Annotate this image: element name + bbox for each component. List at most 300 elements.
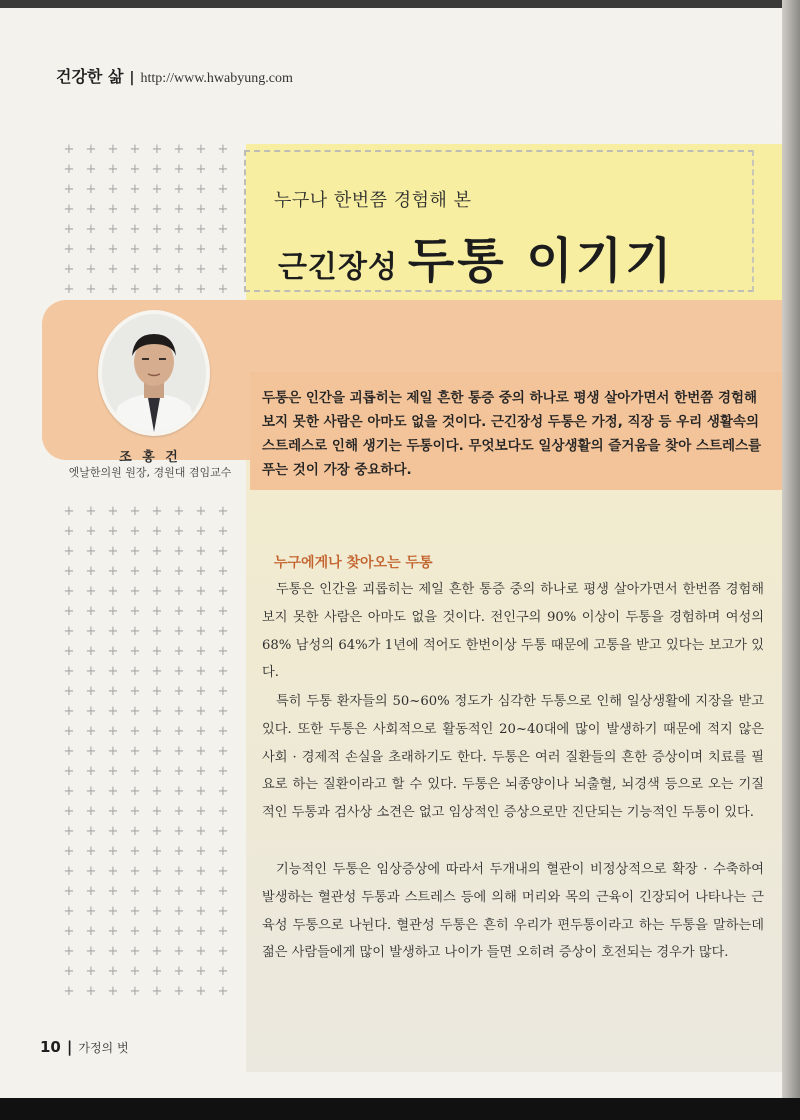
plus-mark: + (151, 644, 163, 659)
header-title: 건강한 삶 (56, 67, 124, 86)
plus-mark: + (195, 202, 207, 217)
plus-row (58, 682, 234, 702)
plus-row (58, 922, 234, 942)
plus-mark: + (151, 142, 163, 157)
plus-mark: + (217, 764, 229, 779)
plus-row (58, 822, 234, 842)
plus-row (58, 942, 234, 962)
plus-mark: + (151, 724, 163, 739)
plus-mark: + (195, 944, 207, 959)
plus-mark: + (129, 644, 141, 659)
plus-mark: + (63, 904, 75, 919)
plus-mark: + (63, 784, 75, 799)
plus-mark: + (151, 664, 163, 679)
plus-mark: + (129, 142, 141, 157)
running-header (56, 64, 293, 87)
plus-mark: + (85, 644, 97, 659)
plus-mark: + (129, 964, 141, 979)
plus-mark: + (129, 624, 141, 639)
plus-row (58, 502, 234, 522)
plus-mark: + (85, 824, 97, 839)
plus-mark: + (85, 884, 97, 899)
plus-mark: + (107, 644, 119, 659)
plus-mark: + (195, 984, 207, 999)
decorative-plus-pattern-top (58, 140, 234, 300)
plus-mark: + (151, 544, 163, 559)
plus-mark: + (151, 824, 163, 839)
author-photo (98, 310, 210, 436)
plus-mark: + (63, 944, 75, 959)
plus-row (58, 280, 234, 300)
plus-mark: + (129, 262, 141, 277)
plus-mark: + (107, 524, 119, 539)
plus-mark: + (151, 262, 163, 277)
plus-mark: + (217, 504, 229, 519)
plus-mark: + (217, 664, 229, 679)
plus-mark: + (129, 282, 141, 297)
magazine-name: 가정의 벗 (78, 1041, 129, 1055)
article-title (278, 222, 674, 291)
plus-mark: + (85, 724, 97, 739)
plus-mark: + (107, 924, 119, 939)
plus-mark: + (195, 262, 207, 277)
plus-mark: + (129, 944, 141, 959)
plus-mark: + (85, 564, 97, 579)
plus-mark: + (173, 804, 185, 819)
plus-mark: + (173, 182, 185, 197)
plus-mark: + (107, 282, 119, 297)
plus-mark: + (217, 544, 229, 559)
plus-mark: + (173, 564, 185, 579)
plus-mark: + (217, 984, 229, 999)
plus-row (58, 260, 234, 280)
plus-mark: + (129, 564, 141, 579)
plus-mark: + (173, 964, 185, 979)
plus-mark: + (129, 844, 141, 859)
plus-mark: + (217, 844, 229, 859)
plus-mark: + (173, 142, 185, 157)
plus-mark: + (173, 864, 185, 879)
plus-mark: + (195, 222, 207, 237)
plus-mark: + (85, 504, 97, 519)
plus-mark: + (151, 584, 163, 599)
plus-row (58, 782, 234, 802)
plus-row (58, 200, 234, 220)
plus-mark: + (217, 604, 229, 619)
plus-mark: + (63, 624, 75, 639)
plus-mark: + (107, 764, 119, 779)
plus-mark: + (151, 924, 163, 939)
plus-mark: + (85, 282, 97, 297)
plus-row (58, 220, 234, 240)
plus-mark: + (107, 242, 119, 257)
plus-mark: + (107, 944, 119, 959)
paragraph-text: 두통은 인간을 괴롭히는 제일 흔한 통증 중의 하나로 평생 살아가면서 한번쯤 경험해 보지 못한 사람은 아마도 없을 것이다. 전인구의 90% 이상이 두통을 경험하며 여성의 68% 남성의 64%가 1년에 적어도 한번이상 두통 때문에 고통을 받고 있다는 보고가 있다. (262, 582, 764, 681)
plus-mark: + (195, 724, 207, 739)
footer-separator: | (66, 1038, 73, 1056)
plus-mark: + (107, 884, 119, 899)
plus-mark: + (107, 744, 119, 759)
plus-mark: + (63, 804, 75, 819)
plus-mark: + (85, 182, 97, 197)
plus-mark: + (217, 282, 229, 297)
plus-mark: + (217, 644, 229, 659)
plus-mark: + (85, 864, 97, 879)
plus-row (58, 842, 234, 862)
plus-mark: + (63, 924, 75, 939)
plus-row (58, 962, 234, 982)
plus-mark: + (85, 162, 97, 177)
plus-mark: + (173, 824, 185, 839)
plus-mark: + (85, 984, 97, 999)
plus-mark: + (151, 684, 163, 699)
plus-mark: + (85, 704, 97, 719)
plus-mark: + (195, 664, 207, 679)
plus-mark: + (173, 604, 185, 619)
plus-mark: + (63, 764, 75, 779)
plus-mark: + (217, 584, 229, 599)
plus-mark: + (63, 744, 75, 759)
plus-mark: + (151, 764, 163, 779)
plus-row (58, 722, 234, 742)
plus-mark: + (63, 564, 75, 579)
plus-mark: + (63, 824, 75, 839)
plus-mark: + (107, 684, 119, 699)
plus-mark: + (217, 744, 229, 759)
plus-mark: + (195, 684, 207, 699)
plus-mark: + (173, 684, 185, 699)
plus-mark: + (217, 142, 229, 157)
plus-mark: + (217, 824, 229, 839)
plus-mark: + (63, 504, 75, 519)
article-subtitle: 누구나 한번쯤 경험해 본 (274, 190, 472, 211)
plus-mark: + (151, 984, 163, 999)
author-role: 엣날한의원 원장, 경원대 겸임교수 (68, 466, 232, 479)
plus-mark: + (217, 564, 229, 579)
plus-row (58, 742, 234, 762)
plus-mark: + (173, 724, 185, 739)
plus-mark: + (129, 604, 141, 619)
plus-mark: + (195, 604, 207, 619)
plus-mark: + (217, 964, 229, 979)
plus-mark: + (107, 202, 119, 217)
plus-mark: + (129, 864, 141, 879)
plus-mark: + (129, 504, 141, 519)
plus-row (58, 702, 234, 722)
plus-mark: + (85, 142, 97, 157)
plus-mark: + (63, 282, 75, 297)
plus-mark: + (173, 222, 185, 237)
plus-row (58, 582, 234, 602)
plus-mark: + (63, 984, 75, 999)
plus-mark: + (217, 924, 229, 939)
plus-mark: + (107, 564, 119, 579)
plus-mark: + (217, 804, 229, 819)
plus-row (58, 542, 234, 562)
plus-mark: + (195, 804, 207, 819)
plus-mark: + (85, 202, 97, 217)
lead-paragraph: 두통은 인간을 괴롭히는 제일 흔한 통증 중의 하나로 평생 살아가면서 한번쯤 경험해 보지 못한 사람은 아마도 없을 것이다. 근긴장성 두통은 가정, 직장 등 우리 생활속의 스트레스로 인해 생기는 두통이다. 무엇보다도 일상생활의 즐거움을 찾아 스트레스를 푸는 것이 가장 중요하다. (262, 390, 762, 478)
plus-mark: + (85, 804, 97, 819)
plus-mark: + (195, 964, 207, 979)
decorative-plus-pattern-bottom (58, 502, 234, 1002)
plus-row (58, 882, 234, 902)
plus-mark: + (129, 824, 141, 839)
plus-mark: + (63, 844, 75, 859)
plus-mark: + (107, 904, 119, 919)
plus-mark: + (151, 784, 163, 799)
plus-mark: + (217, 242, 229, 257)
plus-mark: + (107, 604, 119, 619)
plus-mark: + (107, 222, 119, 237)
plus-mark: + (85, 904, 97, 919)
plus-mark: + (173, 202, 185, 217)
plus-mark: + (85, 604, 97, 619)
plus-mark: + (151, 744, 163, 759)
plus-mark: + (173, 162, 185, 177)
plus-mark: + (129, 764, 141, 779)
plus-mark: + (63, 162, 75, 177)
plus-mark: + (195, 824, 207, 839)
plus-mark: + (195, 784, 207, 799)
plus-mark: + (85, 624, 97, 639)
plus-mark: + (151, 624, 163, 639)
plus-mark: + (217, 222, 229, 237)
article-title-prefix: 근긴장성 (278, 250, 398, 285)
plus-mark: + (151, 904, 163, 919)
plus-mark: + (151, 804, 163, 819)
plus-mark: + (129, 984, 141, 999)
plus-mark: + (151, 504, 163, 519)
plus-mark: + (85, 924, 97, 939)
plus-mark: + (151, 202, 163, 217)
plus-mark: + (63, 644, 75, 659)
plus-mark: + (107, 142, 119, 157)
plus-mark: + (173, 262, 185, 277)
plus-mark: + (107, 262, 119, 277)
plus-mark: + (85, 944, 97, 959)
plus-mark: + (63, 262, 75, 277)
plus-mark: + (217, 624, 229, 639)
plus-mark: + (85, 744, 97, 759)
plus-mark: + (173, 944, 185, 959)
plus-mark: + (217, 262, 229, 277)
plus-row (58, 622, 234, 642)
plus-mark: + (195, 924, 207, 939)
plus-mark: + (63, 142, 75, 157)
plus-row (58, 602, 234, 622)
plus-mark: + (195, 142, 207, 157)
plus-mark: + (107, 162, 119, 177)
plus-mark: + (173, 844, 185, 859)
plus-mark: + (129, 784, 141, 799)
plus-mark: + (217, 724, 229, 739)
plus-mark: + (129, 924, 141, 939)
header-url[interactable]: http://www.hwabyung.com (140, 71, 293, 86)
scan-edge-right (782, 0, 800, 1120)
plus-mark: + (107, 824, 119, 839)
body-paragraph-2 (262, 688, 764, 827)
plus-mark: + (195, 182, 207, 197)
plus-row (58, 762, 234, 782)
plus-mark: + (129, 684, 141, 699)
plus-mark: + (107, 704, 119, 719)
plus-row (58, 240, 234, 260)
plus-mark: + (195, 564, 207, 579)
plus-mark: + (85, 584, 97, 599)
plus-mark: + (195, 704, 207, 719)
plus-mark: + (173, 744, 185, 759)
scan-edge-bottom (0, 1098, 800, 1120)
plus-mark: + (151, 944, 163, 959)
header-separator: | (129, 70, 135, 86)
plus-mark: + (151, 222, 163, 237)
plus-mark: + (129, 664, 141, 679)
plus-mark: + (129, 202, 141, 217)
plus-mark: + (173, 764, 185, 779)
plus-mark: + (107, 182, 119, 197)
plus-mark: + (151, 864, 163, 879)
plus-mark: + (107, 784, 119, 799)
plus-mark: + (129, 524, 141, 539)
plus-mark: + (173, 524, 185, 539)
paragraph-text: 기능적인 두통은 임상증상에 따라서 두개내의 혈관이 비정상적으로 확장 · 수축하여 발생하는 혈관성 두통과 스트레스 등에 의해 머리와 목의 근육이 긴장되어 나타나는 근육성 두통으로 나뉜다. 혈관성 두통은 흔히 우리가 편두통이라고 하는 두통을 말하는데 젊은 사람들에게 많이 발생하고 나이가 들면 오히려 증상이 호전되는 경우가 많다. (262, 862, 764, 961)
paragraph-text: 특히 두통 환자들의 50~60% 정도가 심각한 두통으로 인해 일상생활에 지장을 받고 있다. 또한 두통은 사회적으로 활동적인 20~40대에 많이 발생하기 때문에 적지 않은 사회 · 경제적 손실을 초래하기도 한다. 두통은 여러 질환들의 흔한 증상이며 치료를 필요로 하는 질환이라고 할 수 있다. 두통은 뇌종양이나 뇌출혈, 뇌경색 등으로 오는 기질적인 두통과 검사상 소견은 없고 임상적인 증상으로만 진단되는 기능적인 두통이 있다. (262, 694, 764, 821)
section-heading: 누구에게나 찾아오는 두통 (274, 555, 433, 571)
plus-mark: + (217, 784, 229, 799)
plus-mark: + (85, 664, 97, 679)
plus-row (58, 180, 234, 200)
plus-mark: + (63, 202, 75, 217)
plus-row (58, 662, 234, 682)
plus-mark: + (151, 844, 163, 859)
plus-mark: + (173, 584, 185, 599)
plus-mark: + (107, 664, 119, 679)
plus-mark: + (195, 844, 207, 859)
plus-mark: + (217, 202, 229, 217)
plus-mark: + (107, 864, 119, 879)
plus-mark: + (151, 604, 163, 619)
plus-mark: + (173, 984, 185, 999)
plus-mark: + (217, 904, 229, 919)
plus-row (58, 160, 234, 180)
plus-mark: + (217, 704, 229, 719)
plus-mark: + (151, 884, 163, 899)
plus-mark: + (107, 804, 119, 819)
plus-mark: + (195, 644, 207, 659)
plus-mark: + (85, 764, 97, 779)
plus-mark: + (195, 624, 207, 639)
plus-mark: + (107, 584, 119, 599)
plus-mark: + (217, 162, 229, 177)
plus-mark: + (173, 242, 185, 257)
plus-mark: + (217, 944, 229, 959)
plus-mark: + (63, 604, 75, 619)
article-title-main: 두통 이기기 (407, 233, 675, 289)
plus-mark: + (85, 784, 97, 799)
plus-mark: + (107, 844, 119, 859)
plus-mark: + (173, 784, 185, 799)
plus-row (58, 140, 234, 160)
plus-row (58, 802, 234, 822)
page-number: 10 (40, 1038, 61, 1056)
plus-mark: + (173, 904, 185, 919)
plus-mark: + (173, 924, 185, 939)
plus-mark: + (151, 282, 163, 297)
plus-mark: + (195, 864, 207, 879)
plus-mark: + (63, 584, 75, 599)
plus-mark: + (107, 624, 119, 639)
plus-row (58, 522, 234, 542)
plus-mark: + (129, 884, 141, 899)
plus-mark: + (173, 664, 185, 679)
plus-mark: + (217, 884, 229, 899)
plus-mark: + (107, 984, 119, 999)
plus-mark: + (63, 964, 75, 979)
plus-mark: + (63, 684, 75, 699)
plus-mark: + (129, 182, 141, 197)
plus-mark: + (173, 544, 185, 559)
plus-mark: + (151, 162, 163, 177)
plus-mark: + (173, 644, 185, 659)
plus-mark: + (129, 544, 141, 559)
plus-mark: + (195, 282, 207, 297)
plus-mark: + (63, 182, 75, 197)
plus-mark: + (85, 964, 97, 979)
plus-mark: + (129, 162, 141, 177)
plus-mark: + (195, 544, 207, 559)
plus-mark: + (129, 904, 141, 919)
plus-mark: + (195, 162, 207, 177)
plus-mark: + (63, 724, 75, 739)
plus-mark: + (129, 222, 141, 237)
plus-mark: + (129, 704, 141, 719)
plus-mark: + (217, 524, 229, 539)
plus-mark: + (173, 282, 185, 297)
plus-mark: + (129, 584, 141, 599)
plus-mark: + (107, 544, 119, 559)
plus-row (58, 562, 234, 582)
plus-mark: + (151, 524, 163, 539)
body-paragraph-3 (262, 856, 764, 967)
plus-mark: + (195, 764, 207, 779)
plus-mark: + (63, 664, 75, 679)
plus-mark: + (195, 904, 207, 919)
plus-mark: + (63, 242, 75, 257)
plus-mark: + (151, 242, 163, 257)
plus-mark: + (195, 504, 207, 519)
plus-row (58, 982, 234, 1002)
plus-mark: + (217, 684, 229, 699)
plus-mark: + (173, 884, 185, 899)
plus-mark: + (195, 584, 207, 599)
plus-mark: + (85, 222, 97, 237)
plus-mark: + (217, 864, 229, 879)
plus-mark: + (107, 964, 119, 979)
body-paragraph-1 (262, 576, 764, 687)
page-footer (40, 1038, 129, 1056)
plus-mark: + (85, 262, 97, 277)
plus-mark: + (107, 504, 119, 519)
plus-mark: + (151, 182, 163, 197)
plus-mark: + (63, 544, 75, 559)
plus-mark: + (173, 504, 185, 519)
plus-row (58, 642, 234, 662)
plus-mark: + (151, 964, 163, 979)
plus-mark: + (173, 624, 185, 639)
plus-mark: + (63, 704, 75, 719)
plus-mark: + (129, 744, 141, 759)
